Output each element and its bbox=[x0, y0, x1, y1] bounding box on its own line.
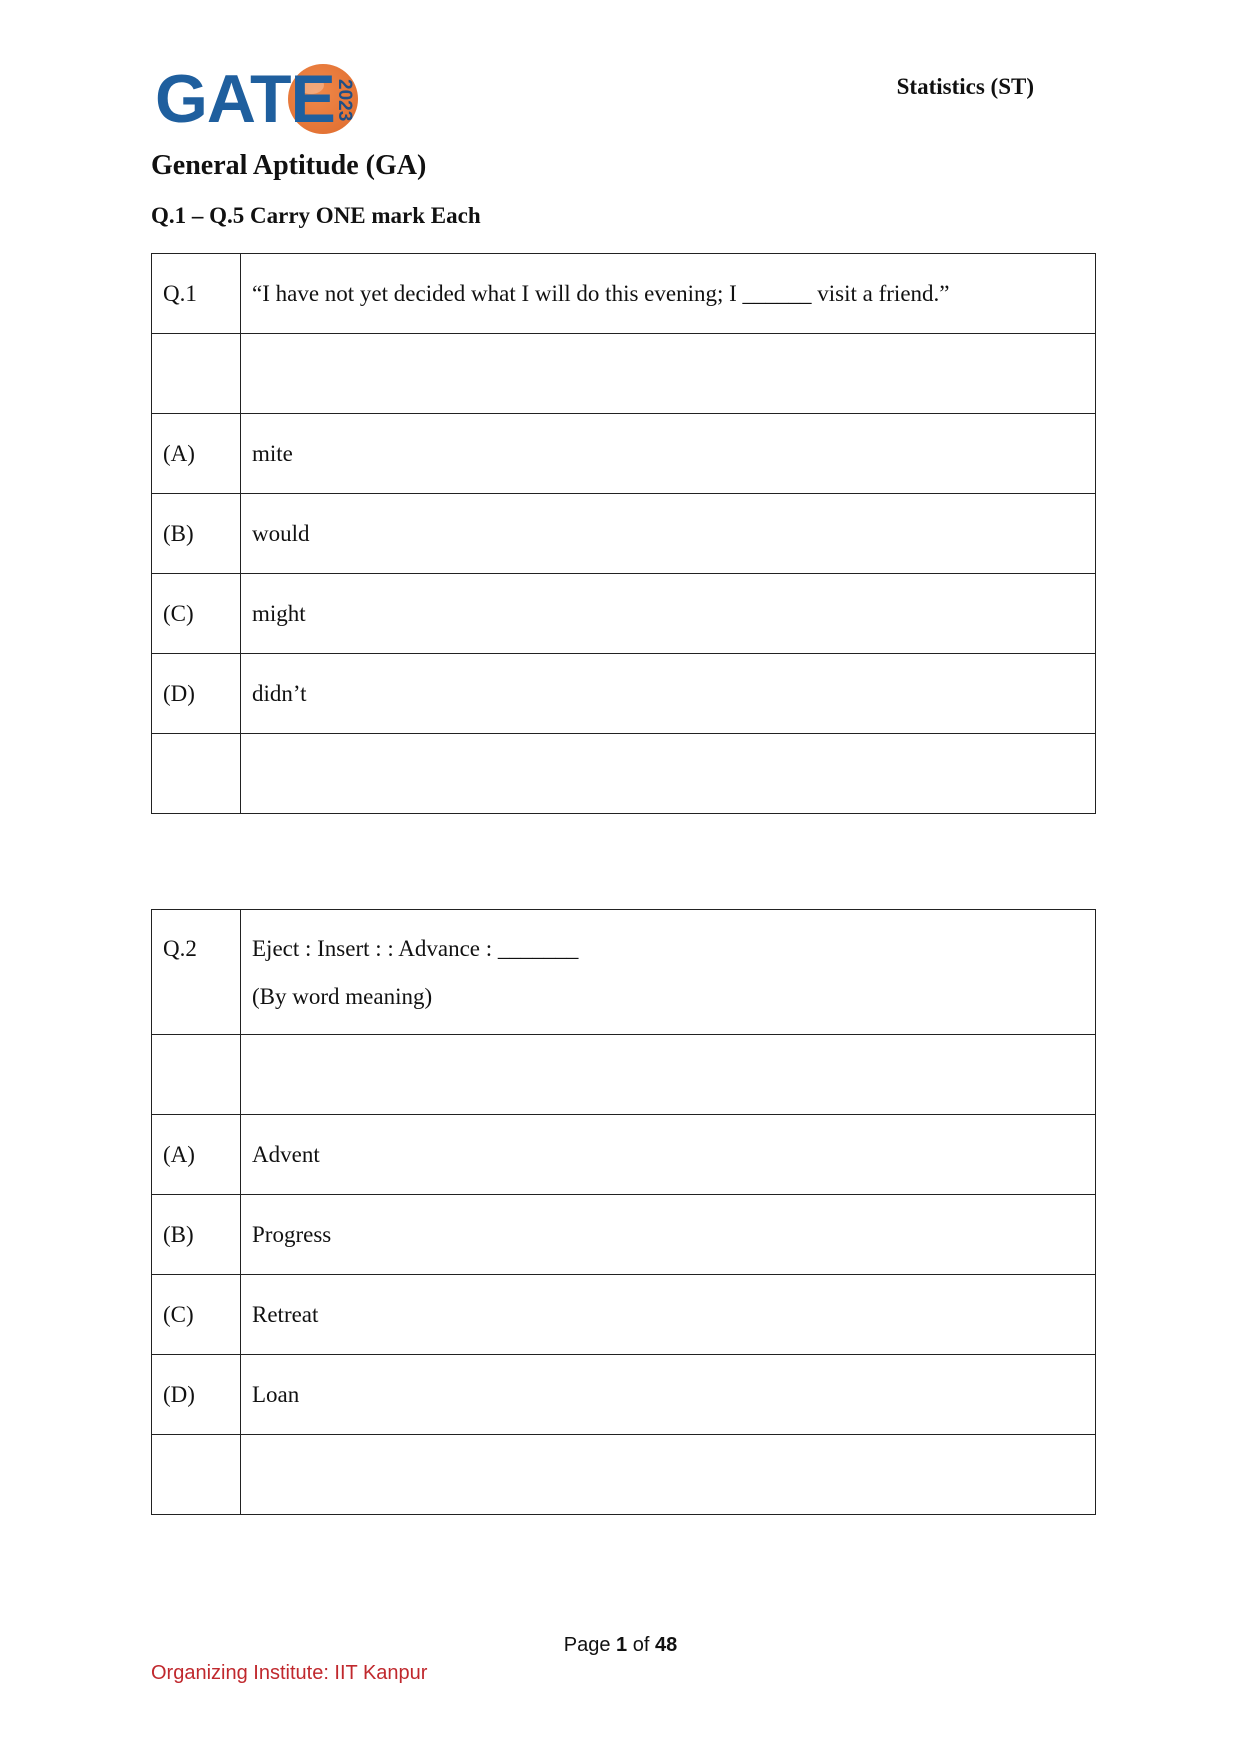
option-label: (C) bbox=[152, 1275, 241, 1355]
question-stem bbox=[241, 254, 1096, 334]
option-label: (B) bbox=[152, 494, 241, 574]
page-total: 48 bbox=[654, 1634, 678, 1656]
question-table-q2 bbox=[151, 909, 1096, 1515]
organizing-institute: Organizing Institute: IIT Kanpur bbox=[151, 1662, 428, 1684]
option-text: would bbox=[241, 494, 1096, 574]
subject-title: Statistics (ST) bbox=[896, 74, 1034, 99]
logo-year: 2023 bbox=[334, 78, 355, 122]
page-of: of bbox=[632, 1634, 650, 1656]
option-text: Loan bbox=[241, 1355, 1096, 1435]
gate-logo bbox=[155, 60, 360, 138]
option-row bbox=[152, 1355, 1096, 1435]
page-number bbox=[0, 1634, 1241, 1657]
option-row bbox=[152, 1195, 1096, 1275]
option-text: mite bbox=[241, 414, 1096, 494]
option-text: Progress bbox=[241, 1195, 1096, 1275]
option-row bbox=[152, 654, 1096, 734]
option-row bbox=[152, 1275, 1096, 1355]
option-row bbox=[152, 494, 1096, 574]
option-row bbox=[152, 1115, 1096, 1195]
question-stem-line: Eject : Insert : : Advance : _______ bbox=[252, 936, 579, 961]
option-label: (D) bbox=[152, 654, 241, 734]
page-prefix: Page bbox=[563, 1634, 611, 1656]
blank-row bbox=[152, 334, 1096, 414]
question-row bbox=[152, 910, 1096, 1035]
option-label: (A) bbox=[152, 1115, 241, 1195]
question-stem-line: (By word meaning) bbox=[252, 984, 433, 1009]
option-label: (C) bbox=[152, 574, 241, 654]
option-text: didn’t bbox=[241, 654, 1096, 734]
page-current: 1 bbox=[616, 1634, 628, 1656]
question-stem-line: “I have not yet decided what I will do this evening; I ______ visit a friend.” bbox=[252, 280, 950, 306]
option-label: (D) bbox=[152, 1355, 241, 1435]
question-row bbox=[152, 254, 1096, 334]
question-table-q1 bbox=[151, 253, 1096, 814]
marks-heading: Q.1 – Q.5 Carry ONE mark Each bbox=[151, 203, 481, 228]
question-stem bbox=[241, 910, 1096, 1035]
option-text: Advent bbox=[241, 1115, 1096, 1195]
option-label: (A) bbox=[152, 414, 241, 494]
blank-row bbox=[152, 734, 1096, 814]
option-text: might bbox=[241, 574, 1096, 654]
blank-row bbox=[152, 1035, 1096, 1115]
option-row bbox=[152, 574, 1096, 654]
question-number: Q.1 bbox=[152, 254, 241, 334]
option-row bbox=[152, 414, 1096, 494]
blank-row bbox=[152, 1435, 1096, 1515]
logo-word: GATE bbox=[155, 61, 335, 137]
option-text: Retreat bbox=[241, 1275, 1096, 1355]
section-title: General Aptitude (GA) bbox=[151, 150, 427, 181]
question-number: Q.2 bbox=[152, 910, 241, 1035]
option-label: (B) bbox=[152, 1195, 241, 1275]
